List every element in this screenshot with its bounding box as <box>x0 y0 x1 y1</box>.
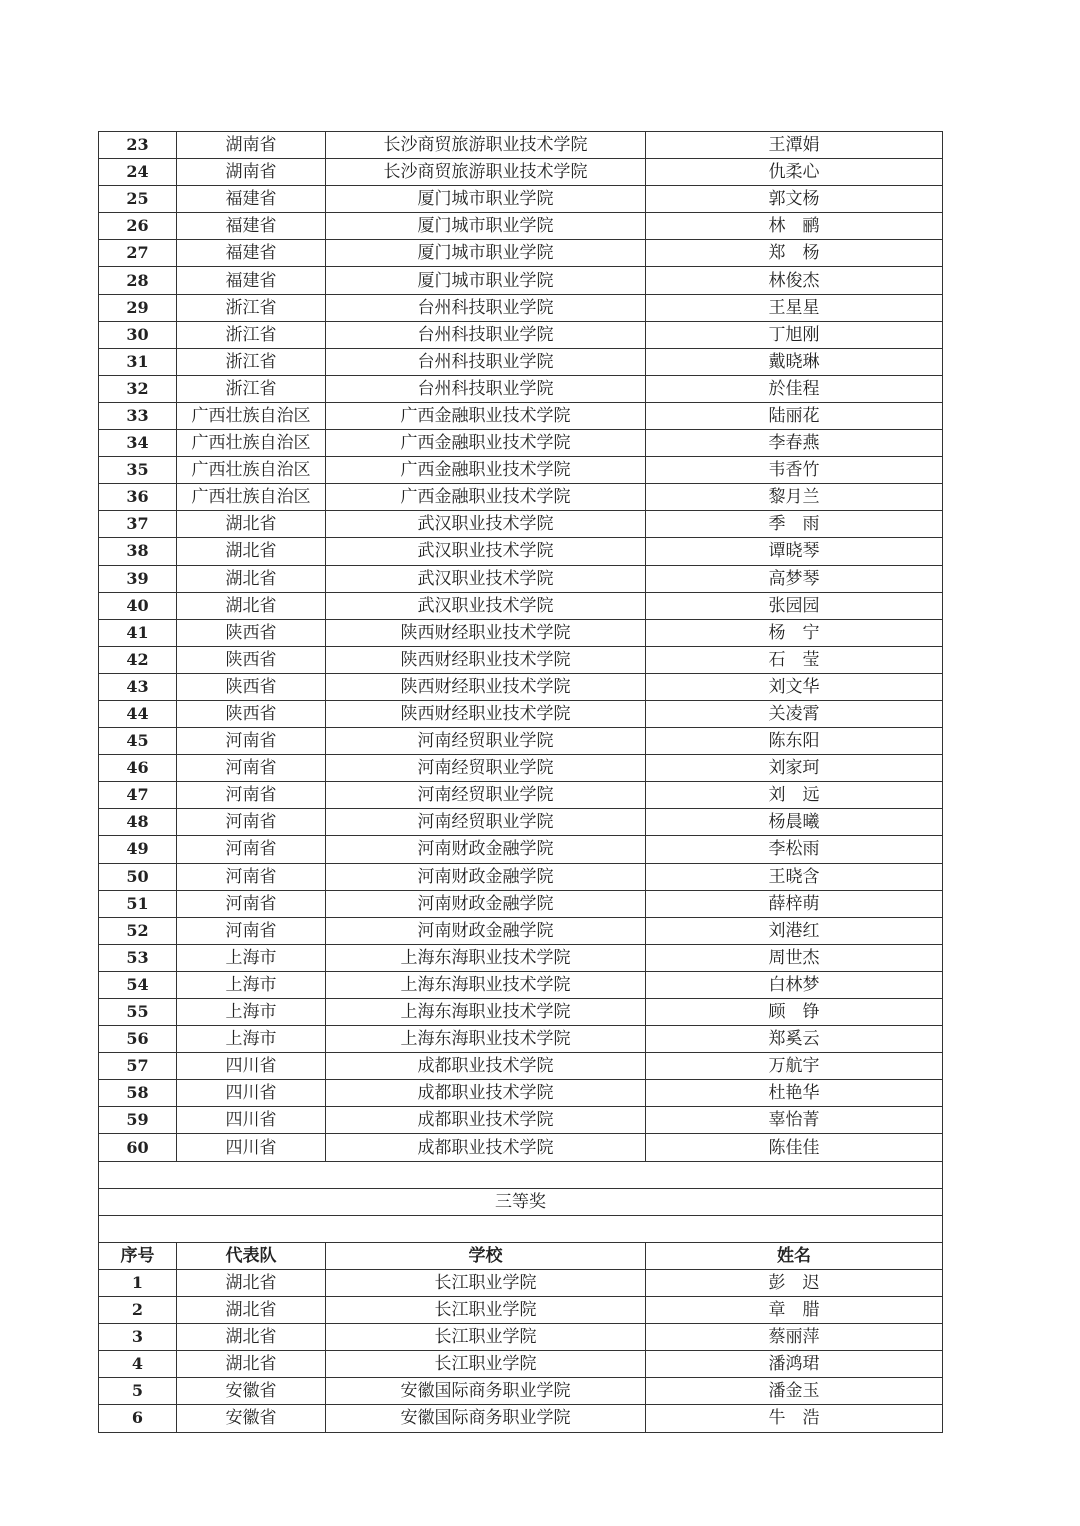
table-row <box>99 186 943 213</box>
cell-name: 潘鸿珺 <box>646 1351 943 1378</box>
cell-number: 序号 <box>99 1242 177 1269</box>
cell-team: 广西壮族自治区 <box>177 457 326 484</box>
table-row <box>99 1053 943 1080</box>
cell-team: 湖北省 <box>177 538 326 565</box>
cell-school: 厦门城市职业学院 <box>326 186 646 213</box>
section-title-third-prize-cell: 三等奖 <box>99 1188 943 1215</box>
cell-name: 姓名 <box>646 1242 943 1269</box>
cell-school: 厦门城市职业学院 <box>326 213 646 240</box>
cell-number: 42 <box>99 646 177 673</box>
cell-team: 上海市 <box>177 944 326 971</box>
cell-team: 陕西省 <box>177 646 326 673</box>
cell-name: 於佳程 <box>646 375 943 402</box>
cell-team: 广西壮族自治区 <box>177 484 326 511</box>
cell-team: 湖北省 <box>177 1351 326 1378</box>
blank-row <box>99 1161 943 1188</box>
cell-school: 陕西财经职业技术学院 <box>326 646 646 673</box>
table-row <box>99 809 943 836</box>
table-row <box>99 646 943 673</box>
cell-team: 广西壮族自治区 <box>177 402 326 429</box>
cell-school: 河南财政金融学院 <box>326 863 646 890</box>
cell-number: 45 <box>99 728 177 755</box>
cell-number: 34 <box>99 430 177 457</box>
table-row <box>99 375 943 402</box>
cell-team: 湖北省 <box>177 1269 326 1296</box>
cell-name: 张园园 <box>646 592 943 619</box>
table-row <box>99 619 943 646</box>
table-row <box>99 728 943 755</box>
cell-team: 河南省 <box>177 755 326 782</box>
cell-team: 湖南省 <box>177 132 326 159</box>
cell-number: 3 <box>99 1324 177 1351</box>
cell-team: 浙江省 <box>177 375 326 402</box>
cell-school: 成都职业技术学院 <box>326 1080 646 1107</box>
header-row <box>99 1242 943 1269</box>
cell-team: 湖北省 <box>177 1324 326 1351</box>
table-row <box>99 267 943 294</box>
table-row <box>99 484 943 511</box>
cell-name: 石 莹 <box>646 646 943 673</box>
cell-number: 31 <box>99 348 177 375</box>
cell-number: 26 <box>99 213 177 240</box>
cell-school: 陕西财经职业技术学院 <box>326 673 646 700</box>
table-row <box>99 294 943 321</box>
section-title-third-prize <box>99 1188 943 1215</box>
cell-number: 6 <box>99 1405 177 1432</box>
cell-number: 43 <box>99 673 177 700</box>
cell-school: 台州科技职业学院 <box>326 348 646 375</box>
cell-name: 杨 宁 <box>646 619 943 646</box>
cell-name: 郑奚云 <box>646 1026 943 1053</box>
cell-number: 23 <box>99 132 177 159</box>
cell-number: 51 <box>99 890 177 917</box>
cell-team: 安徽省 <box>177 1405 326 1432</box>
cell-name: 郑 杨 <box>646 240 943 267</box>
table-row <box>99 836 943 863</box>
cell-number: 38 <box>99 538 177 565</box>
table-row <box>99 565 943 592</box>
cell-name: 林 鹂 <box>646 213 943 240</box>
cell-name: 陈佳佳 <box>646 1134 943 1161</box>
cell-name: 林俊杰 <box>646 267 943 294</box>
table-row <box>99 321 943 348</box>
cell-name: 薛梓萌 <box>646 890 943 917</box>
cell-school: 上海东海职业技术学院 <box>326 999 646 1026</box>
cell-school: 陕西财经职业技术学院 <box>326 700 646 727</box>
cell-number: 35 <box>99 457 177 484</box>
cell-school: 武汉职业技术学院 <box>326 592 646 619</box>
cell-school: 武汉职业技术学院 <box>326 511 646 538</box>
cell-number: 33 <box>99 402 177 429</box>
cell-number: 40 <box>99 592 177 619</box>
cell-number: 58 <box>99 1080 177 1107</box>
cell-team: 四川省 <box>177 1053 326 1080</box>
cell-team: 四川省 <box>177 1080 326 1107</box>
cell-name: 关凌霄 <box>646 700 943 727</box>
table-row <box>99 782 943 809</box>
table-row <box>99 511 943 538</box>
table-row <box>99 213 943 240</box>
cell-number: 25 <box>99 186 177 213</box>
cell-number: 39 <box>99 565 177 592</box>
cell-name: 周世杰 <box>646 944 943 971</box>
cell-team: 陕西省 <box>177 619 326 646</box>
cell-name: 高梦琴 <box>646 565 943 592</box>
cell-team: 广西壮族自治区 <box>177 430 326 457</box>
table-row <box>99 1378 943 1405</box>
cell-name: 杨晨曦 <box>646 809 943 836</box>
cell-name: 顾 铮 <box>646 999 943 1026</box>
cell-number: 29 <box>99 294 177 321</box>
cell-team: 福建省 <box>177 213 326 240</box>
cell-team: 福建省 <box>177 186 326 213</box>
cell-school: 武汉职业技术学院 <box>326 565 646 592</box>
blank-row-cell <box>99 1161 943 1188</box>
cell-team: 福建省 <box>177 240 326 267</box>
cell-team: 上海市 <box>177 999 326 1026</box>
cell-number: 47 <box>99 782 177 809</box>
cell-team: 陕西省 <box>177 700 326 727</box>
table-row <box>99 999 943 1026</box>
table-row <box>99 1107 943 1134</box>
cell-school: 长沙商贸旅游职业技术学院 <box>326 132 646 159</box>
cell-team: 湖南省 <box>177 159 326 186</box>
cell-team: 浙江省 <box>177 348 326 375</box>
cell-team: 上海市 <box>177 971 326 998</box>
table-row <box>99 1134 943 1161</box>
cell-name: 陆丽花 <box>646 402 943 429</box>
cell-number: 27 <box>99 240 177 267</box>
table-row <box>99 592 943 619</box>
cell-name: 丁旭刚 <box>646 321 943 348</box>
cell-number: 49 <box>99 836 177 863</box>
cell-name: 郭文杨 <box>646 186 943 213</box>
cell-name: 季 雨 <box>646 511 943 538</box>
cell-name: 谭晓琴 <box>646 538 943 565</box>
cell-school: 安徽国际商务职业学院 <box>326 1378 646 1405</box>
cell-number: 36 <box>99 484 177 511</box>
cell-number: 37 <box>99 511 177 538</box>
table-row <box>99 971 943 998</box>
table-row <box>99 890 943 917</box>
award-table-body <box>99 132 943 1433</box>
table-row <box>99 132 943 159</box>
table-row <box>99 1324 943 1351</box>
cell-school: 长江职业学院 <box>326 1297 646 1324</box>
cell-school: 广西金融职业技术学院 <box>326 430 646 457</box>
table-row <box>99 1080 943 1107</box>
cell-team: 四川省 <box>177 1134 326 1161</box>
cell-name: 刘 远 <box>646 782 943 809</box>
cell-name: 王晓含 <box>646 863 943 890</box>
cell-school: 河南财政金融学院 <box>326 917 646 944</box>
cell-team: 河南省 <box>177 836 326 863</box>
cell-team: 湖北省 <box>177 565 326 592</box>
cell-school: 上海东海职业技术学院 <box>326 1026 646 1053</box>
cell-school: 河南经贸职业学院 <box>326 782 646 809</box>
cell-name: 辜怡菁 <box>646 1107 943 1134</box>
cell-school: 河南财政金融学院 <box>326 890 646 917</box>
table-row <box>99 1297 943 1324</box>
blank-row-cell <box>99 1215 943 1242</box>
cell-name: 戴晓琳 <box>646 348 943 375</box>
cell-number: 24 <box>99 159 177 186</box>
table-row <box>99 457 943 484</box>
cell-team: 河南省 <box>177 728 326 755</box>
cell-team: 河南省 <box>177 917 326 944</box>
cell-school: 长江职业学院 <box>326 1351 646 1378</box>
cell-number: 30 <box>99 321 177 348</box>
cell-team: 上海市 <box>177 1026 326 1053</box>
cell-school: 广西金融职业技术学院 <box>326 402 646 429</box>
cell-name: 王潭娟 <box>646 132 943 159</box>
cell-school: 长沙商贸旅游职业技术学院 <box>326 159 646 186</box>
cell-name: 刘港红 <box>646 917 943 944</box>
cell-name: 万航宇 <box>646 1053 943 1080</box>
table-row <box>99 1405 943 1432</box>
cell-school: 河南经贸职业学院 <box>326 809 646 836</box>
cell-number: 2 <box>99 1297 177 1324</box>
cell-school: 长江职业学院 <box>326 1324 646 1351</box>
table-row <box>99 755 943 782</box>
cell-school: 河南财政金融学院 <box>326 836 646 863</box>
cell-team: 安徽省 <box>177 1378 326 1405</box>
cell-team: 浙江省 <box>177 321 326 348</box>
cell-school: 长江职业学院 <box>326 1269 646 1296</box>
cell-school: 广西金融职业技术学院 <box>326 457 646 484</box>
cell-team: 浙江省 <box>177 294 326 321</box>
cell-name: 刘文华 <box>646 673 943 700</box>
cell-school: 武汉职业技术学院 <box>326 538 646 565</box>
cell-team: 河南省 <box>177 863 326 890</box>
cell-school: 台州科技职业学院 <box>326 321 646 348</box>
cell-school: 安徽国际商务职业学院 <box>326 1405 646 1432</box>
cell-name: 杜艳华 <box>646 1080 943 1107</box>
table-row <box>99 1351 943 1378</box>
cell-name: 陈东阳 <box>646 728 943 755</box>
cell-number: 46 <box>99 755 177 782</box>
cell-number: 32 <box>99 375 177 402</box>
cell-number: 59 <box>99 1107 177 1134</box>
cell-number: 28 <box>99 267 177 294</box>
cell-team: 河南省 <box>177 782 326 809</box>
cell-team: 河南省 <box>177 890 326 917</box>
table-row <box>99 917 943 944</box>
table-row <box>99 402 943 429</box>
cell-team: 福建省 <box>177 267 326 294</box>
cell-team: 陕西省 <box>177 673 326 700</box>
cell-name: 刘家珂 <box>646 755 943 782</box>
table-row <box>99 159 943 186</box>
cell-team: 代表队 <box>177 1242 326 1269</box>
cell-number: 50 <box>99 863 177 890</box>
cell-name: 韦香竹 <box>646 457 943 484</box>
cell-name: 黎月兰 <box>646 484 943 511</box>
cell-team: 湖北省 <box>177 511 326 538</box>
cell-school: 陕西财经职业技术学院 <box>326 619 646 646</box>
cell-team: 湖北省 <box>177 592 326 619</box>
cell-name: 仇柔心 <box>646 159 943 186</box>
table-row <box>99 1026 943 1053</box>
cell-number: 55 <box>99 999 177 1026</box>
cell-school: 河南经贸职业学院 <box>326 755 646 782</box>
table-row <box>99 863 943 890</box>
cell-school: 上海东海职业技术学院 <box>326 971 646 998</box>
table-row <box>99 1269 943 1296</box>
cell-name: 白林梦 <box>646 971 943 998</box>
cell-name: 李春燕 <box>646 430 943 457</box>
cell-number: 56 <box>99 1026 177 1053</box>
cell-school: 厦门城市职业学院 <box>326 240 646 267</box>
cell-name: 蔡丽萍 <box>646 1324 943 1351</box>
award-table <box>98 131 943 1433</box>
cell-school: 河南经贸职业学院 <box>326 728 646 755</box>
table-row <box>99 240 943 267</box>
cell-school: 上海东海职业技术学院 <box>326 944 646 971</box>
cell-number: 44 <box>99 700 177 727</box>
cell-school: 成都职业技术学院 <box>326 1107 646 1134</box>
cell-name: 潘金玉 <box>646 1378 943 1405</box>
table-row <box>99 673 943 700</box>
table-row <box>99 430 943 457</box>
cell-name: 章 腊 <box>646 1297 943 1324</box>
cell-name: 李松雨 <box>646 836 943 863</box>
cell-name: 王星星 <box>646 294 943 321</box>
cell-number: 5 <box>99 1378 177 1405</box>
cell-school: 成都职业技术学院 <box>326 1053 646 1080</box>
cell-number: 53 <box>99 944 177 971</box>
cell-name: 彭 迟 <box>646 1269 943 1296</box>
table-row <box>99 538 943 565</box>
cell-number: 41 <box>99 619 177 646</box>
table-row <box>99 944 943 971</box>
cell-school: 台州科技职业学院 <box>326 294 646 321</box>
cell-number: 60 <box>99 1134 177 1161</box>
cell-number: 54 <box>99 971 177 998</box>
cell-school: 成都职业技术学院 <box>326 1134 646 1161</box>
table-row <box>99 348 943 375</box>
table-row <box>99 700 943 727</box>
cell-school: 台州科技职业学院 <box>326 375 646 402</box>
cell-number: 52 <box>99 917 177 944</box>
cell-team: 四川省 <box>177 1107 326 1134</box>
cell-number: 4 <box>99 1351 177 1378</box>
cell-number: 48 <box>99 809 177 836</box>
cell-team: 河南省 <box>177 809 326 836</box>
blank-row <box>99 1215 943 1242</box>
cell-name: 牛 浩 <box>646 1405 943 1432</box>
cell-number: 57 <box>99 1053 177 1080</box>
cell-school: 学校 <box>326 1242 646 1269</box>
cell-team: 湖北省 <box>177 1297 326 1324</box>
cell-school: 广西金融职业技术学院 <box>326 484 646 511</box>
cell-school: 厦门城市职业学院 <box>326 267 646 294</box>
cell-number: 1 <box>99 1269 177 1296</box>
